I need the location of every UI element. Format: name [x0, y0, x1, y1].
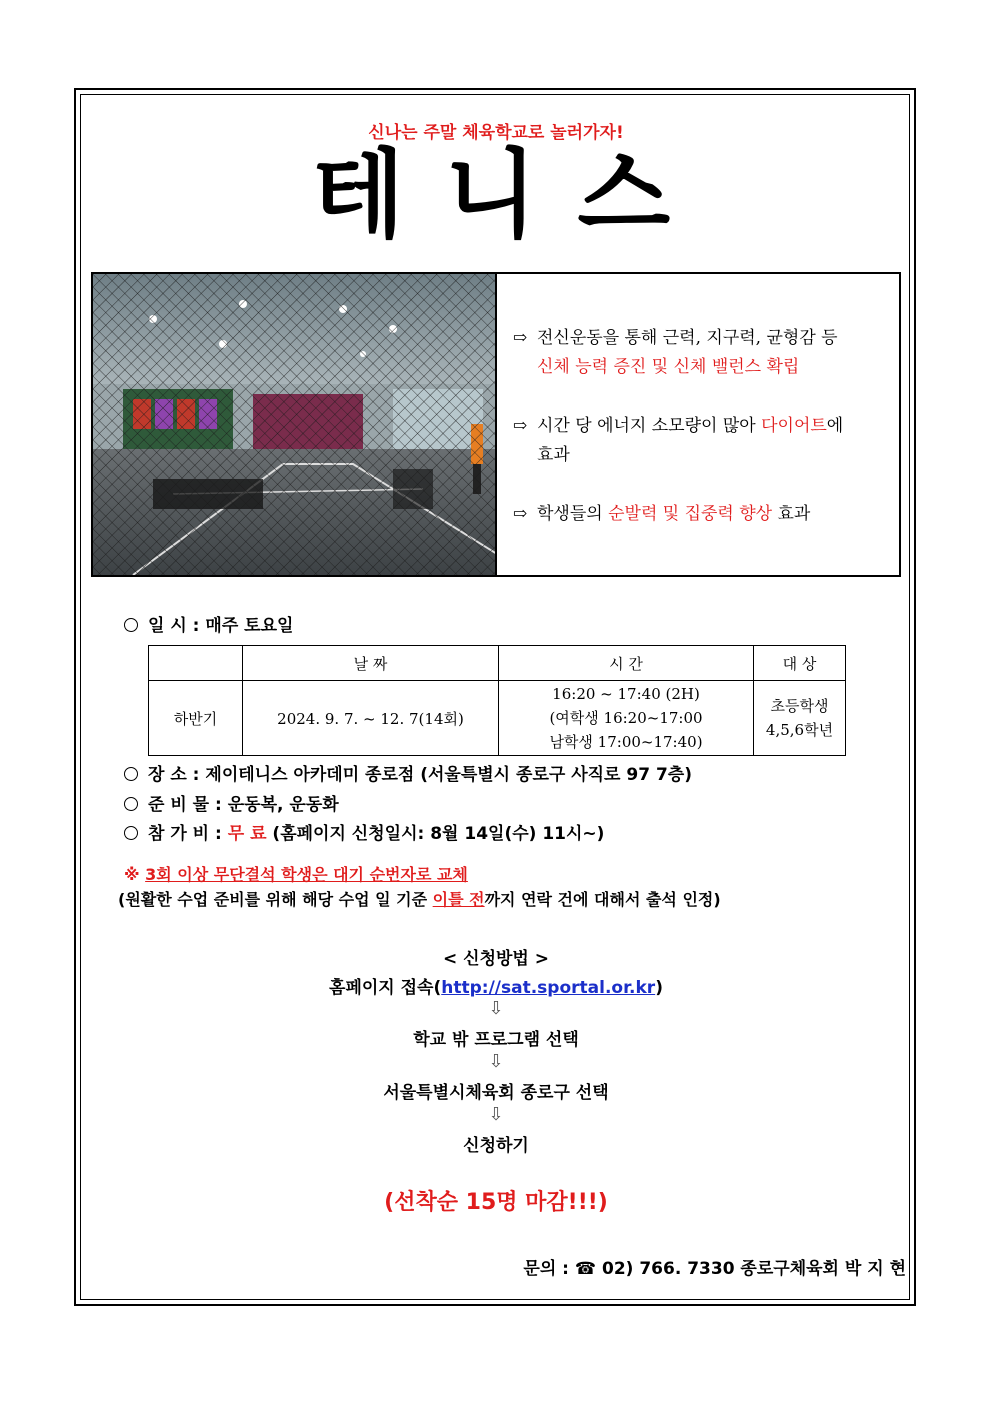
benefits-list	[497, 274, 899, 575]
arrow-right-icon: ⇨	[513, 328, 528, 348]
contact-label: 문의 :	[523, 1259, 575, 1279]
arrow-down-icon: ⇩	[488, 1104, 504, 1125]
benefit-highlight: 순발력 및 집중력 향상	[608, 504, 773, 524]
table-header-row	[149, 646, 846, 681]
benefit-item	[513, 412, 899, 470]
notice-text: (원활한 수업 준비를 위해 해당 수업 일 기준	[118, 890, 433, 909]
notice-highlight: 이틀 전	[432, 890, 485, 909]
schedule-line	[124, 611, 293, 636]
place-line	[124, 760, 692, 785]
table-header: 시 간	[499, 646, 754, 681]
benefit-item	[513, 500, 899, 529]
time-line: 남학생 17:00~17:40)	[549, 733, 703, 751]
time-line: (여학생 16:20~17:00	[549, 709, 703, 727]
apply-step-2: 학교 밖 프로그램 선택	[413, 1030, 579, 1050]
notice-text: 까지 연락 건에 대해서 출석 인정)	[484, 890, 721, 909]
benefit-text: 에	[826, 416, 844, 436]
arrow-right-icon: ⇨	[513, 504, 528, 524]
homepage-link[interactable]: http://sat.sportal.or.kr	[441, 978, 656, 998]
arrow-down-icon: ⇩	[488, 1051, 504, 1072]
table-header: 대 상	[754, 646, 846, 681]
schedule-label: 일 시 :	[148, 616, 206, 636]
contact-line	[523, 1254, 906, 1279]
place-label: 장 소 :	[148, 765, 206, 785]
benefit-text: 학생들의	[537, 504, 609, 524]
schedule-table	[148, 645, 846, 756]
fee-note: (홈페이지 신청일시: 8월 14일(수) 11시~)	[266, 824, 605, 844]
table-cell-term: 하반기	[149, 681, 243, 756]
benefit-text: 전신운동을 통해 근력, 지구력, 균형감 등	[537, 328, 838, 348]
apply-step-1	[0, 973, 992, 998]
benefit-text: 시간 당 에너지 소모량이 많아	[537, 416, 762, 436]
target-line: 4,5,6학년	[765, 721, 834, 739]
schedule-value: 매주 토요일	[205, 616, 294, 636]
table-cell-target	[754, 681, 846, 756]
fee-line	[124, 819, 604, 844]
benefit-text: 효과	[537, 445, 570, 465]
circle-bullet-icon	[124, 767, 138, 781]
supplies-value: 운동복, 운동화	[227, 795, 339, 815]
notice-mark: ※	[124, 865, 146, 884]
absence-notice	[124, 862, 468, 885]
apply-step-4: 신청하기	[463, 1136, 529, 1156]
step-text: 홈페이지 접속(	[329, 978, 442, 998]
arrow-right-icon: ⇨	[513, 416, 528, 436]
benefit-highlight: 다이어트	[761, 416, 827, 436]
benefit-item	[513, 324, 899, 382]
attendance-notice	[118, 887, 721, 910]
circle-bullet-icon	[124, 618, 138, 632]
benefit-highlight: 신체 능력 증진 및 신체 밸런스 확립	[537, 357, 800, 377]
table-cell-time	[499, 681, 754, 756]
supplies-label: 준 비 물 :	[148, 795, 228, 815]
phone-icon: ☎	[574, 1259, 597, 1279]
place-value: 제이테니스 아카데미 종로점 (서울특별시 종로구 사직로 97 7층)	[205, 765, 692, 785]
fee-value: 무 료	[227, 824, 267, 844]
table-row	[149, 681, 846, 756]
benefit-text: 효과	[772, 504, 811, 524]
supplies-line	[124, 790, 339, 815]
contact-text: 02) 766. 7330 종로구체육회 박 지 현	[596, 1259, 906, 1279]
table-header: 날 짜	[243, 646, 499, 681]
fee-label: 참 가 비 :	[148, 824, 228, 844]
tennis-court-photo	[93, 274, 497, 575]
feature-box	[91, 272, 901, 577]
page-title: 테니스	[311, 139, 711, 251]
step-text: )	[655, 978, 663, 998]
time-line: 16:20 ~ 17:40 (2H)	[552, 685, 700, 703]
notice-text: 3회 이상 무단결석 학생은 대기 순번자로 교체	[145, 865, 468, 884]
tennis-court-photo-image	[93, 274, 497, 575]
circle-bullet-icon	[124, 826, 138, 840]
closing-notice: (선착순 15명 마감!!!)	[384, 1190, 608, 1215]
target-line: 초등학생	[770, 697, 829, 715]
subtitle: 신나는 주말 체육학교로 놀러가자!	[368, 123, 624, 143]
table-header	[149, 646, 243, 681]
arrow-down-icon: ⇩	[488, 998, 504, 1019]
apply-step-3: 서울특별시체육회 종로구 선택	[383, 1083, 609, 1103]
table-cell-date: 2024. 9. 7. ~ 12. 7(14회)	[243, 681, 499, 756]
apply-heading: < 신청방법 >	[442, 949, 549, 969]
circle-bullet-icon	[124, 797, 138, 811]
